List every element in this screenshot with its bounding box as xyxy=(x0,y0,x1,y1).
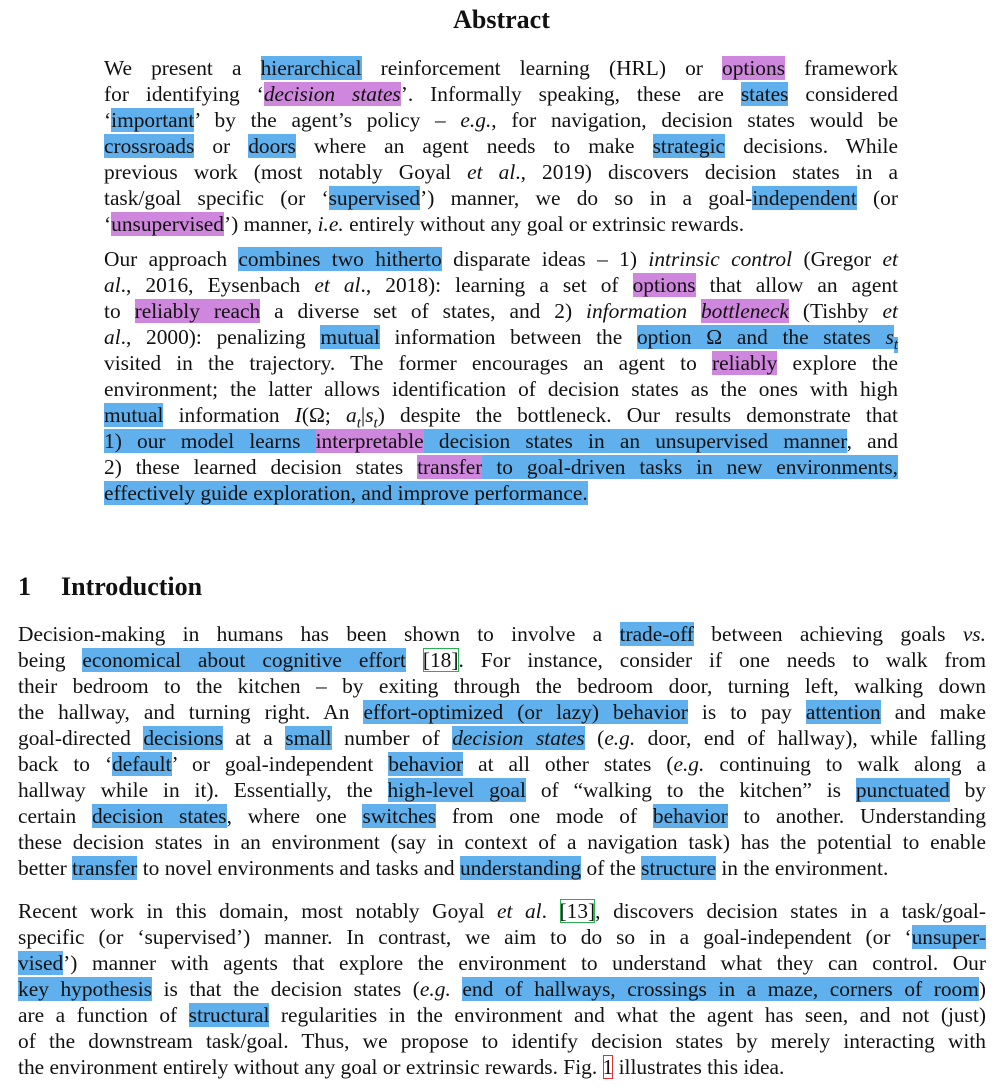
text-run: ., 2019) discovers decision states in a xyxy=(515,160,898,184)
text-run: a xyxy=(346,403,357,427)
highlight-blue: supervised xyxy=(328,186,421,210)
text-run: , where one xyxy=(226,804,363,828)
highlight-blue: strategic xyxy=(652,134,726,158)
text-run: ., 2016, Eysenbach xyxy=(120,273,315,297)
text-run: door, end of hallway), while falling xyxy=(635,726,986,750)
text-run: ., 2018): learning a set of xyxy=(360,273,633,297)
section-number: 1 xyxy=(18,572,31,601)
text-run: | xyxy=(360,403,366,427)
text-run: where an agent needs to make xyxy=(295,134,653,158)
text-run: being xyxy=(18,648,83,672)
text-line xyxy=(18,855,986,881)
highlight-blue: independent xyxy=(752,186,857,210)
highlight-purple: reliably xyxy=(712,351,778,375)
highlight-purple: unsupervised xyxy=(111,212,225,236)
text-line xyxy=(18,829,986,855)
highlight-blue: effectively guide exploration, and improve performance. xyxy=(104,481,588,505)
text-line xyxy=(18,1028,986,1054)
text-line xyxy=(18,673,986,699)
text-run: specific (or ‘supervised’) manner. In contrast, we aim to do so in a goal-independent (or ‘ xyxy=(18,925,912,949)
highlight-blue: attention xyxy=(805,700,881,724)
text-run: are a function of xyxy=(18,1003,189,1027)
text-run: is to pay xyxy=(687,700,806,724)
highlight-blue: default xyxy=(112,752,172,776)
text-line xyxy=(104,246,898,272)
highlight-blue: t xyxy=(893,337,898,354)
text-run: previous work (most notably Goyal xyxy=(104,160,468,184)
highlight-blue: hierarchical xyxy=(260,56,362,80)
text-run: ’) manner, xyxy=(224,212,318,236)
text-run: disparate ideas – 1) xyxy=(441,247,649,271)
text-run: back to ‘ xyxy=(18,752,113,776)
section-title: Introduction xyxy=(61,572,203,601)
text-run: the hallway, and turning right. An xyxy=(18,700,364,724)
introduction-heading xyxy=(18,571,202,603)
text-line xyxy=(104,428,898,454)
highlight-purple: reliably reach xyxy=(134,299,261,323)
text-run: and make xyxy=(880,700,986,724)
text-run: certain xyxy=(18,804,92,828)
text-run: s xyxy=(365,403,374,427)
text-run xyxy=(451,977,463,1001)
text-run: ’ by the agent’s policy – xyxy=(194,108,461,132)
text-run: ’ or goal-independent xyxy=(171,752,389,776)
highlight-blue: effort-optimized (or lazy) behavior xyxy=(363,700,688,724)
text-run: ’) manner, we do so in a goal- xyxy=(420,186,753,210)
text-run: environment; the latter allows identification of decision states as the ones with high xyxy=(104,377,898,401)
text-line xyxy=(18,621,986,647)
introduction-paragraph-1 xyxy=(18,621,986,881)
text-run: (Tishby xyxy=(788,299,883,323)
text-line xyxy=(18,976,986,1002)
text-run: between achieving goals xyxy=(693,622,963,646)
text-run: at a xyxy=(222,726,286,750)
text-line xyxy=(18,725,986,751)
text-run: better xyxy=(18,856,73,880)
text-run: to novel environments and tasks and xyxy=(137,856,460,880)
text-line xyxy=(104,324,898,354)
text-run: entirely without any goal or extrinsic rewards. xyxy=(343,212,745,236)
highlight-blue: decision states xyxy=(91,804,227,828)
text-run: that allow an agent xyxy=(695,273,898,297)
text-line xyxy=(18,898,986,924)
text-run: decisions. While xyxy=(725,134,898,158)
text-run: their bedroom to the kitchen – by exiting through the bedroom door, turning left, walking down xyxy=(18,674,986,698)
highlight-purple: transfer xyxy=(417,455,483,479)
highlight-purple: decision states xyxy=(263,82,401,106)
highlight-blue: structure xyxy=(641,856,717,880)
text-run: illustrates this idea. xyxy=(613,1055,785,1079)
text-run: is that the decision states ( xyxy=(151,977,420,1001)
text-run: ( xyxy=(584,726,605,750)
text-run: . xyxy=(541,899,560,923)
text-run: Decision-making in humans has been shown to involve a xyxy=(18,622,620,646)
text-run: considered xyxy=(788,82,898,106)
text-line xyxy=(104,298,898,324)
text-run: the environment entirely without any goal or extrinsic rewards. Fig. xyxy=(18,1055,603,1079)
text-line xyxy=(18,924,986,950)
highlight-blue: structural xyxy=(188,1003,270,1027)
highlight-blue: combines two hitherto xyxy=(238,247,442,271)
text-run: , for navigation, decision states would be xyxy=(491,108,898,132)
text-line xyxy=(18,803,986,829)
text-run: explore the xyxy=(777,351,898,375)
text-run: I xyxy=(294,403,302,427)
text-run: e.g. xyxy=(460,108,492,132)
text-run: ’. Informally speaking, these are xyxy=(400,82,741,106)
text-line xyxy=(104,211,898,237)
abstract-heading: Abstract xyxy=(453,5,550,34)
text-run: from one mode of xyxy=(436,804,653,828)
highlight-blue: decision states xyxy=(452,726,585,750)
highlight-blue: punctuated xyxy=(855,778,950,802)
text-run: at all other states ( xyxy=(463,752,674,776)
highlight-blue: economical about cognitive effort xyxy=(82,648,406,672)
text-run: , and xyxy=(846,429,898,453)
text-run: t xyxy=(373,415,378,432)
text-run: to another. Understanding xyxy=(727,804,986,828)
text-line xyxy=(104,159,898,185)
text-line xyxy=(18,950,986,976)
highlight-blue: 1) our model learns xyxy=(104,429,316,453)
text-run: ) xyxy=(978,977,986,1001)
citation-link[interactable]: [13] xyxy=(559,899,596,923)
text-run: of the xyxy=(581,856,642,880)
introduction-paragraph-2 xyxy=(18,898,986,1080)
highlight-purple: options xyxy=(632,273,696,297)
text-run: 2) these learned decision states xyxy=(104,455,418,479)
text-line xyxy=(104,402,898,432)
highlight-blue: switches xyxy=(362,804,437,828)
highlight-purple: options xyxy=(722,56,786,80)
text-line xyxy=(104,454,898,480)
citation-link[interactable]: [18] xyxy=(422,648,459,672)
text-line xyxy=(18,751,986,777)
highlight-blue: transfer xyxy=(72,856,138,880)
highlight-blue: to goal-driven tasks in new environments, xyxy=(482,455,898,479)
text-line xyxy=(18,699,986,725)
text-run: information xyxy=(163,403,295,427)
text-line xyxy=(104,55,898,81)
text-run: We present a xyxy=(104,56,261,80)
highlight-blue: crossroads xyxy=(104,134,195,158)
text-line xyxy=(18,1002,986,1028)
text-run: ) despite the bottleneck. Our results demonstrate that xyxy=(377,403,898,427)
highlight-blue: unsuper- xyxy=(911,925,986,949)
highlight-blue: decision states in an unsupervised manner xyxy=(423,429,847,453)
text-run: ‘ xyxy=(104,108,112,132)
text-run: (Ω; xyxy=(301,403,347,427)
highlight-purple: interpretable xyxy=(315,429,424,453)
text-run: al xyxy=(104,325,121,349)
text-line xyxy=(104,133,898,159)
text-line xyxy=(104,185,898,211)
highlight-blue: behavior xyxy=(652,804,728,828)
text-run: reinforcement learning (HRL) or xyxy=(361,56,723,80)
text-run: intrinsic control xyxy=(648,247,793,271)
text-run: information between the xyxy=(379,325,637,349)
text-run: number of xyxy=(331,726,453,750)
text-run: of the downstream task/goal. Thus, we propose to identify decision states by merely interacting with xyxy=(18,1029,986,1053)
text-line xyxy=(18,777,986,803)
text-line xyxy=(104,480,898,506)
text-run: Recent work in this domain, most notably Goyal xyxy=(18,899,497,923)
text-run: (or xyxy=(856,186,898,210)
text-run: hallway while in it). Essentially, the xyxy=(18,778,388,802)
text-line xyxy=(18,647,986,673)
text-run: for identifying ‘ xyxy=(104,82,264,106)
highlight-purple: bottleneck xyxy=(700,299,789,323)
highlight-blue: mutual xyxy=(320,325,380,349)
text-run: to xyxy=(104,299,135,323)
text-run: goal-directed xyxy=(18,726,144,750)
highlight-blue: behavior xyxy=(388,752,464,776)
text-line xyxy=(104,272,898,298)
abstract-paragraph-2 xyxy=(104,246,898,506)
highlight-blue: decisions xyxy=(143,726,223,750)
text-run: ‘ xyxy=(104,212,112,236)
highlight-blue: high-level goal xyxy=(387,778,526,802)
text-run: Our approach xyxy=(104,247,239,271)
highlight-blue: doors xyxy=(248,134,296,158)
text-run: et al xyxy=(496,899,542,923)
text-run: of “walking to the kitchen” is xyxy=(525,778,856,802)
text-run: information xyxy=(586,299,701,323)
text-run: ., 2000): penalizing xyxy=(120,325,321,349)
highlight-blue: s xyxy=(885,325,894,349)
text-run: vs. xyxy=(962,622,986,646)
text-run: in the environment. xyxy=(716,856,889,880)
text-line xyxy=(104,107,898,133)
text-run: a diverse set of states, and 2) xyxy=(260,299,587,323)
text-line xyxy=(104,376,898,402)
highlight-blue: mutual xyxy=(104,403,164,427)
text-run: or xyxy=(194,134,249,158)
text-run: by xyxy=(949,778,986,802)
abstract-paragraph-1 xyxy=(104,55,898,237)
text-run: et xyxy=(882,247,898,271)
highlight-blue: trade-off xyxy=(619,622,694,646)
text-run: i.e. xyxy=(317,212,344,236)
text-run: et al xyxy=(314,273,361,297)
highlight-blue: end of hallways, crossings in a maze, corners of room xyxy=(462,977,979,1001)
text-line xyxy=(18,1054,986,1080)
text-run: et al xyxy=(467,160,516,184)
text-run: e.g. xyxy=(419,977,451,1001)
highlight-blue: vised xyxy=(18,951,64,975)
text-run xyxy=(406,648,423,672)
text-run: framework xyxy=(785,56,898,80)
text-run: task/goal specific (or ‘ xyxy=(104,186,329,210)
text-run: e.g. xyxy=(673,752,705,776)
highlight-blue: option Ω and the states xyxy=(636,325,886,349)
text-run: al xyxy=(104,273,121,297)
text-run: e.g. xyxy=(604,726,636,750)
text-run: (Gregor xyxy=(792,247,883,271)
text-run: continuing to walk along a xyxy=(704,752,986,776)
text-run: these decision states in an environment (say in context of a navigation task) has the potential to enable xyxy=(18,830,986,854)
text-run: regularities in the environment and what the agent has seen, and not (just) xyxy=(269,1003,986,1027)
text-run: . For instance, consider if one needs to walk from xyxy=(458,648,986,672)
highlight-blue: small xyxy=(285,726,332,750)
text-run: visited in the trajectory. The former encourages an agent to xyxy=(104,351,712,375)
text-run: et xyxy=(882,299,898,323)
highlight-blue: understanding xyxy=(459,856,582,880)
figure-link[interactable]: 1 xyxy=(602,1055,614,1079)
text-line xyxy=(104,350,898,376)
text-run: , discovers decision states in a task/goal- xyxy=(595,899,986,923)
highlight-blue: states xyxy=(740,82,789,106)
text-run: t xyxy=(356,415,361,432)
text-run: ’) manner with agents that explore the environment to understand what they can control. Our xyxy=(63,951,986,975)
highlight-blue: key hypothesis xyxy=(18,977,152,1001)
highlight-blue: important xyxy=(111,108,195,132)
text-line xyxy=(104,81,898,107)
